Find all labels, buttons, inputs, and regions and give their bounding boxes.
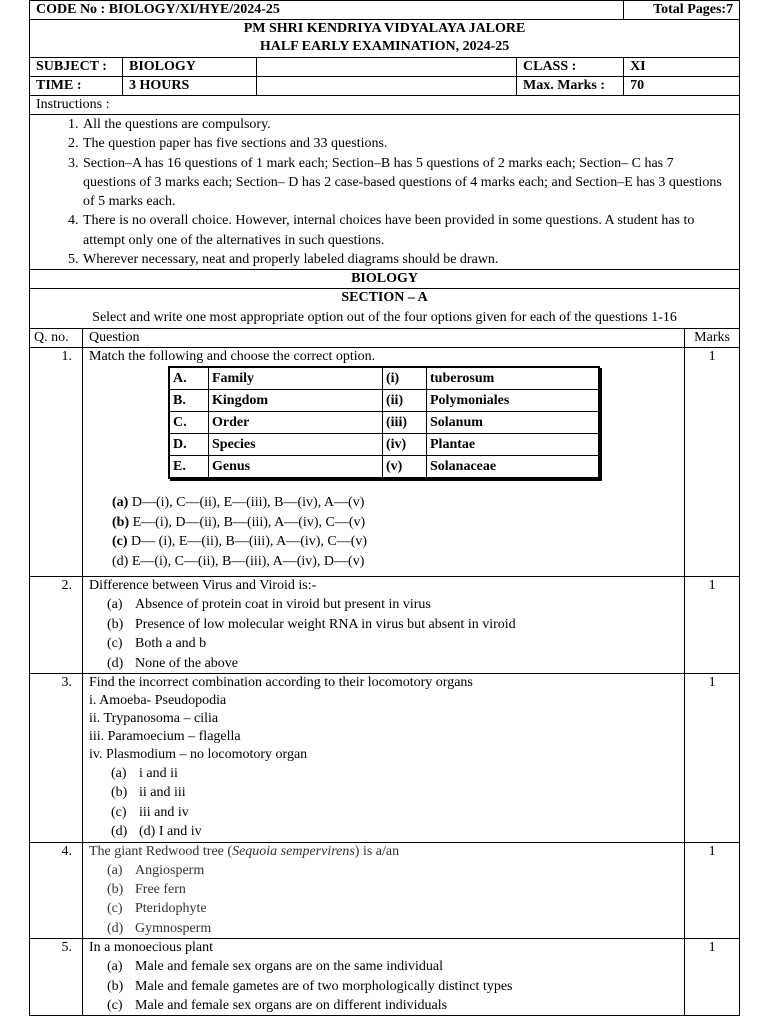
- title-row: [30, 20, 740, 58]
- option: [111, 783, 678, 802]
- max-marks-value: 70: [624, 77, 740, 96]
- match-letter: A.: [169, 367, 209, 390]
- subject-row: [30, 58, 740, 77]
- question-marks: 1: [685, 939, 740, 1016]
- option: [107, 977, 678, 996]
- option-text: iii and iv: [139, 804, 189, 820]
- option: [107, 880, 678, 899]
- option-label: (d): [112, 553, 129, 569]
- option-label: (c): [107, 998, 123, 1014]
- subject-value: BIOLOGY: [123, 58, 257, 77]
- option-text: ii and iii: [139, 785, 186, 801]
- option-text: Presence of low molecular weight RNA in virus but absent in viroid: [135, 616, 516, 632]
- option-text: (d) I and iv: [139, 824, 202, 840]
- option-text: Pteridophyte: [135, 901, 207, 917]
- instruction-item: 1. All the questions are compulsory.: [82, 115, 727, 134]
- option: [107, 654, 678, 673]
- option: [112, 532, 678, 551]
- question-number: 2.: [30, 577, 83, 674]
- option-text: E—(i), C—(ii), B—(iii), A—(iv), D—(v): [128, 553, 365, 569]
- option-label: (b): [107, 882, 124, 898]
- match-row: [169, 412, 599, 434]
- option-text: D— (i), E—(ii), B—(iii), A—(iv), C—(v): [127, 534, 368, 550]
- question-text: Find the incorrect combination according to their locomotory organs: [89, 675, 473, 690]
- option-label: (a): [107, 597, 123, 613]
- instructions-title: Instructions :: [30, 96, 740, 115]
- match-letter: C.: [169, 412, 209, 434]
- match-numeral: (iv): [383, 434, 427, 456]
- question-body: [83, 674, 685, 843]
- match-answer: Polymoniales: [427, 390, 600, 412]
- option-text: Male and female sex organs are on the same individual: [135, 959, 444, 975]
- option: [112, 552, 678, 571]
- instructions-title-row: [30, 96, 740, 115]
- question-number: 5.: [30, 939, 83, 1016]
- question-row: [30, 348, 740, 577]
- match-term: Family: [209, 367, 383, 390]
- section-cell: [30, 289, 740, 329]
- option-label: (b): [111, 785, 128, 801]
- option-label: (c): [111, 804, 127, 820]
- option: [107, 996, 678, 1015]
- exam-page: [29, 0, 739, 1016]
- species-name: Sequoia sempervirens: [232, 843, 355, 859]
- exam-table: [29, 0, 740, 1016]
- time-value: 3 HOURS: [123, 77, 257, 96]
- question-marks: 1: [685, 577, 740, 674]
- match-letter: B.: [169, 390, 209, 412]
- match-letter: E.: [169, 456, 209, 479]
- option: [107, 615, 678, 634]
- question-header: Question: [83, 329, 685, 348]
- match-term: Species: [209, 434, 383, 456]
- option-text: None of the above: [135, 655, 239, 671]
- option-label: (a): [107, 862, 123, 878]
- option: [112, 513, 678, 532]
- option-text: Male and female sex organs are on different individuals: [135, 998, 448, 1014]
- qno-header: Q. no.: [30, 329, 83, 348]
- school-name: PM SHRI KENDRIYA VIDYALAYA JALORE: [243, 21, 526, 36]
- blank-cell: [257, 77, 517, 96]
- option-text: E—(i), D—(ii), B—(iii), A—(iv), C—(v): [129, 514, 366, 530]
- blank-cell: [257, 58, 517, 77]
- question-body: [83, 348, 685, 577]
- time-label: TIME :: [30, 77, 123, 96]
- question-row: [30, 842, 740, 939]
- question-number: 3.: [30, 674, 83, 843]
- instructions-row: [30, 115, 740, 270]
- subject-heading: BIOLOGY: [30, 270, 740, 289]
- option: [111, 764, 678, 783]
- section-row: [30, 289, 740, 329]
- section-title: SECTION – A: [341, 290, 428, 306]
- option-label: (b): [107, 616, 124, 632]
- exam-name: HALF EARLY EXAMINATION, 2024-25: [259, 39, 510, 54]
- class-label: CLASS :: [517, 58, 624, 77]
- option-label: (d): [111, 824, 128, 840]
- question-text-end: ) is a/an: [354, 843, 400, 859]
- option-label: (a): [112, 495, 129, 511]
- option: [107, 634, 678, 653]
- match-answer: Solanum: [427, 412, 600, 434]
- option-label: (d): [107, 920, 124, 936]
- question-text: [89, 843, 678, 861]
- match-answer: Plantae: [427, 434, 600, 456]
- match-numeral: (iii): [383, 412, 427, 434]
- statement: i. Amoeba- Pseudopodia: [89, 693, 227, 708]
- total-pages: Total Pages:7: [624, 1, 740, 20]
- question-marks: 1: [685, 674, 740, 843]
- option: [107, 595, 678, 614]
- question-text: Difference between Virus and Viroid is:-: [89, 578, 317, 594]
- option-label: (c): [112, 534, 128, 550]
- match-row: [169, 456, 599, 479]
- match-letter: D.: [169, 434, 209, 456]
- option: [111, 822, 678, 841]
- answer-options: [89, 957, 678, 1015]
- statement: iii. Paramoecium – flagella: [89, 729, 241, 744]
- option: [107, 861, 678, 880]
- marks-header: Marks: [685, 329, 740, 348]
- question-body: [83, 577, 685, 674]
- question-body: [83, 842, 685, 939]
- option-text: Male and female gametes are of two morphologically distinct types: [135, 978, 513, 994]
- statement: ii. Trypanosoma – cilia: [89, 711, 219, 726]
- question-row: [30, 939, 740, 1016]
- question-marks: 1: [685, 348, 740, 577]
- option-text: D—(i), C—(ii), E—(iii), B—(iv), A—(v): [128, 495, 365, 511]
- option-text: Gymnosperm: [135, 920, 212, 936]
- option: [107, 899, 678, 918]
- match-answer: tuberosum: [427, 367, 600, 390]
- match-row: [169, 367, 599, 390]
- instruction-item: 5. Wherever necessary, neat and properly labeled diagrams should be drawn.: [82, 250, 727, 269]
- instruction-item: 2. The question paper has five sections and 33 questions.: [82, 134, 727, 153]
- code-row: [30, 1, 740, 20]
- option: [112, 493, 678, 512]
- subject-label: SUBJECT :: [30, 58, 123, 77]
- column-header-row: [30, 329, 740, 348]
- option-label: (b): [107, 978, 124, 994]
- match-numeral: (v): [383, 456, 427, 479]
- question-number: 4.: [30, 842, 83, 939]
- instructions-list: [30, 115, 727, 269]
- option: [107, 957, 678, 976]
- match-term: Order: [209, 412, 383, 434]
- paper-code: CODE No : BIOLOGY/XI/HYE/2024-25: [30, 1, 624, 20]
- question-row: [30, 577, 740, 674]
- answer-options: [89, 764, 678, 842]
- match-row: [169, 434, 599, 456]
- exam-title: [30, 20, 740, 58]
- match-row: [169, 390, 599, 412]
- match-table: [168, 366, 600, 479]
- option-label: (d): [107, 655, 124, 671]
- answer-options: [112, 493, 678, 571]
- answer-options: [89, 861, 678, 939]
- match-answer: Solanaceae: [427, 456, 600, 479]
- question-marks: 1: [685, 842, 740, 939]
- option-text: Absence of protein coat in viroid but present in virus: [135, 597, 431, 613]
- question-text: In a monoecious plant: [89, 940, 214, 956]
- option-text: Both a and b: [135, 636, 207, 652]
- option-text: Angiosperm: [135, 862, 205, 878]
- option-label: (a): [111, 766, 127, 781]
- match-term: Kingdom: [209, 390, 383, 412]
- class-value: XI: [624, 58, 740, 77]
- statement: iv. Plasmodium – no locomotory organ: [89, 747, 308, 762]
- option-label: (b): [112, 514, 130, 530]
- option-label: (c): [107, 901, 123, 917]
- match-numeral: (ii): [383, 390, 427, 412]
- time-row: [30, 77, 740, 96]
- question-number: 1.: [30, 348, 83, 577]
- option-label: (a): [107, 959, 123, 975]
- section-direction: Select and write one most appropriate option out of the four options given for each of the questions 1-16: [92, 310, 677, 326]
- instruction-item: 4. There is no overall choice. However, internal choices have been provided in some questions. A student has to attempt only one of the alternatives in such questions.: [82, 211, 727, 250]
- match-numeral: (i): [383, 367, 427, 390]
- match-term: Genus: [209, 456, 383, 479]
- question-body: [83, 939, 685, 1016]
- question-row: [30, 674, 740, 843]
- answer-options: [89, 595, 678, 673]
- option: [107, 919, 678, 938]
- question-text: Match the following and choose the correct option.: [89, 349, 376, 365]
- option: [111, 803, 678, 822]
- instruction-item: 3. Section–A has 16 questions of 1 mark each; Section–B has 5 questions of 2 marks each; Section– C has 7 questions of 3 marks each; Section– D has 2 case-based questions of 4 marks each; and Section–E has 3 questions of 5 marks each.: [82, 154, 727, 212]
- max-marks-label: Max. Marks :: [517, 77, 624, 96]
- option-text: i and ii: [139, 766, 178, 781]
- instructions-cell: [30, 115, 740, 270]
- option-text: Free fern: [135, 882, 186, 898]
- subject-heading-row: [30, 270, 740, 289]
- option-label: (c): [107, 636, 123, 652]
- question-text-start: The giant Redwood tree (: [89, 843, 233, 859]
